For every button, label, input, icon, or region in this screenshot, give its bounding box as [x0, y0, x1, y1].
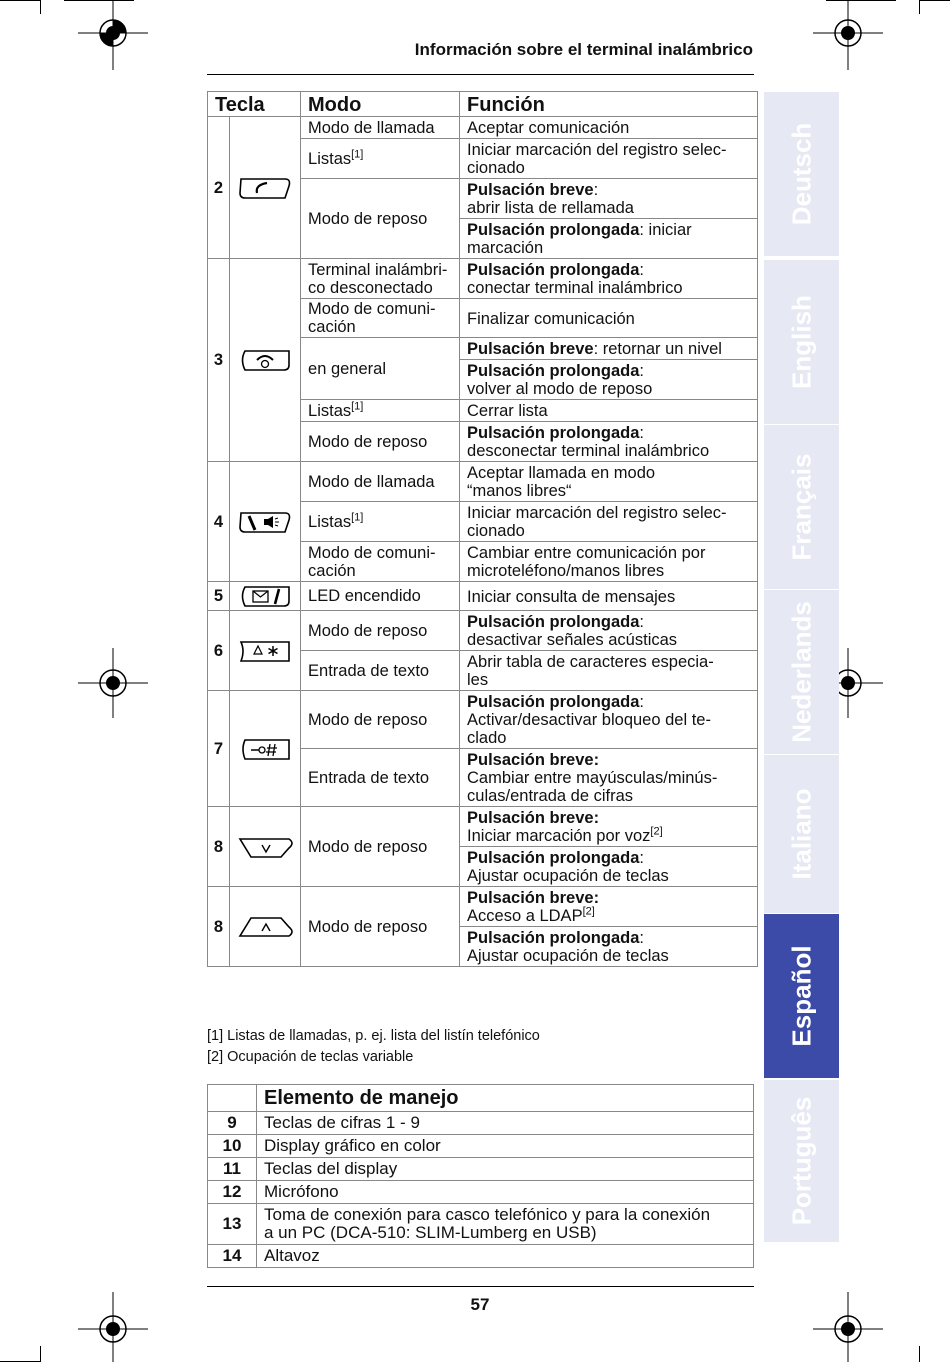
function-text: : desconectar terminal inalámbrico [467, 424, 710, 460]
mode-text: Modo de reposo [308, 209, 428, 228]
element-description: Toma de conexión para casco telefónico y para la conexión a un PC (DCA-510: SLIM-Lumberg en USB) [257, 1204, 754, 1245]
down-key-icon [237, 833, 293, 861]
handsfree-key-icon [237, 508, 293, 536]
function-text: Cerrar lista [467, 402, 548, 420]
function-text: Iniciar marcación del registro selec- cionado [467, 504, 727, 540]
hash-key-icon [237, 735, 293, 763]
table-row [208, 1181, 754, 1204]
function-emphasis: Pulsación prolongada [467, 221, 640, 239]
element-description: Micrófono [257, 1181, 754, 1204]
mode-cell [301, 651, 460, 691]
table-row [208, 1158, 754, 1181]
control-elements-table [207, 1084, 754, 1268]
table-row [208, 259, 758, 299]
function-text: : desactivar señales acústicas [467, 613, 678, 649]
function-cell [460, 651, 758, 691]
function-cell [460, 542, 758, 582]
function-text: : volver al modo de reposo [467, 362, 653, 398]
key-icon-cell [230, 611, 301, 691]
key-number: 2 [208, 117, 230, 259]
function-text: : Activar/desactivar bloqueo del te- clado [467, 693, 711, 747]
function-cell [460, 582, 758, 611]
registration-mark-icon [78, 648, 148, 718]
element-number: 14 [208, 1245, 257, 1268]
footnote-1: [1] Listas de llamadas, p. ej. lista del listín telefónico [207, 1028, 540, 1044]
lang-tab-label: Italiano [786, 788, 816, 880]
lang-tab-label: English [786, 295, 816, 389]
element-description: Teclas del display [257, 1158, 754, 1181]
footnote-ref: [1] [351, 511, 364, 523]
mode-text: Modo de reposo [308, 837, 428, 856]
up-key-icon [237, 913, 293, 941]
lang-tab-nederlands[interactable] [764, 590, 839, 754]
function-text: Iniciar marcación del registro selec- cionado [467, 141, 727, 177]
footnote-ref: [2] [582, 905, 595, 918]
function-emphasis: Pulsación breve: [467, 751, 600, 769]
key-icon-cell [230, 691, 301, 807]
lang-tab-label: Deutsch [786, 122, 816, 226]
element-description: Display gráfico en color [257, 1135, 754, 1158]
lang-tab-espanol[interactable] [764, 914, 839, 1078]
function-cell [460, 338, 758, 360]
footer-rule [207, 1286, 754, 1287]
mode-cell [301, 338, 460, 400]
key-icon-cell [230, 259, 301, 462]
mode-text: Modo de reposo [308, 917, 428, 936]
function-text: Cambiar entre mayúsculas/minús- culas/entrada de cifras [467, 769, 718, 805]
crop-mark [40, 1346, 41, 1362]
table-row [208, 582, 758, 611]
mode-cell [301, 400, 460, 422]
function-text: : retornar un nivel [593, 340, 722, 358]
footnote-2: [2] Ocupación de teclas variable [207, 1049, 414, 1065]
function-cell [460, 611, 758, 651]
mode-text: Entrada de texto [308, 661, 430, 680]
function-cell [460, 400, 758, 422]
function-cell [460, 299, 758, 338]
key-icon-cell [230, 582, 301, 611]
mode-cell [301, 887, 460, 967]
column-header-empty [208, 1085, 257, 1112]
crop-mark [919, 0, 920, 14]
page-header-title: Información sobre el terminal inalámbrico [414, 40, 753, 59]
star-key-icon [237, 637, 293, 665]
key-number: 3 [208, 259, 230, 462]
mode-cell [301, 179, 460, 259]
column-header-function: Función [460, 92, 758, 117]
function-cell [460, 462, 758, 502]
function-text: Iniciar consulta de mensajes [467, 587, 676, 606]
function-emphasis: Pulsación prolongada [467, 693, 640, 711]
mode-cell [301, 117, 460, 139]
key-number: 5 [208, 582, 230, 611]
element-description: Altavoz [257, 1245, 754, 1268]
function-text: Finalizar comunicación [467, 309, 635, 328]
function-text: : conectar terminal inalámbrico [467, 261, 683, 297]
lang-tab-label: Português [786, 1096, 816, 1226]
function-emphasis: Pulsación breve [467, 340, 594, 358]
crop-mark [40, 0, 41, 14]
column-header-mode: Modo [301, 92, 460, 117]
lang-tab-label: Español [786, 945, 816, 1047]
function-cell [460, 847, 758, 887]
mode-text: Modo de llamada [308, 472, 435, 491]
function-emphasis: Pulsación prolongada [467, 261, 640, 279]
mode-cell [301, 542, 460, 582]
lang-tab-portugues[interactable] [764, 1080, 839, 1242]
function-cell [460, 749, 758, 807]
footnote-ref: [1] [351, 148, 364, 160]
table-row [208, 462, 758, 502]
mode-cell [301, 807, 460, 887]
mode-cell [301, 691, 460, 749]
function-emphasis: Pulsación prolongada [467, 929, 640, 947]
function-emphasis: Pulsación prolongada [467, 424, 640, 442]
lang-tab-label: Nederlands [786, 601, 816, 743]
mode-text: Modo de llamada [308, 118, 435, 137]
mode-cell [301, 299, 460, 338]
function-text: : Ajustar ocupación de teclas [467, 929, 669, 965]
mode-text: Listas [308, 512, 352, 531]
function-emphasis: Pulsación breve [467, 181, 594, 199]
mode-cell [301, 749, 460, 807]
mode-text: Entrada de texto [308, 768, 430, 787]
element-number: 10 [208, 1135, 257, 1158]
lang-tab-francais[interactable] [764, 425, 839, 589]
element-number: 12 [208, 1181, 257, 1204]
mode-cell [301, 462, 460, 502]
key-number: 4 [208, 462, 230, 582]
function-cell [460, 360, 758, 400]
column-header-element: Elemento de manejo [257, 1085, 754, 1112]
function-emphasis: Pulsación prolongada [467, 613, 640, 631]
table-row [208, 1112, 754, 1135]
function-text: Aceptar llamada en modo “manos libres“ [467, 464, 656, 500]
function-text: : Ajustar ocupación de teclas [467, 849, 669, 885]
crop-mark [920, 0, 950, 1]
mode-cell [301, 259, 460, 299]
key-icon-cell [230, 887, 301, 967]
function-emphasis: Pulsación prolongada [467, 849, 640, 867]
key-icon-cell [230, 462, 301, 582]
mode-cell [301, 422, 460, 462]
function-cell [460, 219, 758, 259]
function-cell [460, 807, 758, 847]
table-header-row [208, 92, 758, 117]
key-number: 6 [208, 611, 230, 691]
function-text: Acceso a LDAP [467, 907, 583, 925]
table-row [208, 1135, 754, 1158]
function-text: Iniciar marcación por voz [467, 827, 651, 845]
mode-text: Modo de comuni- cación [308, 300, 436, 336]
key-number: 8 [208, 807, 230, 887]
function-cell [460, 179, 758, 219]
element-description: Teclas de cifras 1 - 9 [257, 1112, 754, 1135]
function-emphasis: Pulsación prolongada [467, 362, 640, 380]
key-function-table [207, 91, 758, 967]
function-text: : iniciar marcación [467, 221, 692, 257]
function-cell [460, 927, 758, 967]
header-rule [207, 74, 754, 75]
function-cell [460, 887, 758, 927]
function-emphasis: Pulsación breve: [467, 809, 600, 827]
registration-mark-icon [78, 0, 148, 70]
crop-mark [919, 1346, 920, 1362]
page-number: 57 [470, 1295, 490, 1314]
function-cell [460, 502, 758, 542]
lang-tab-english[interactable] [764, 260, 839, 424]
crop-mark [0, 0, 40, 1]
function-cell [460, 259, 758, 299]
table-row [208, 1245, 754, 1268]
registration-mark-icon [813, 0, 883, 70]
call-key-icon [237, 174, 293, 202]
function-cell [460, 691, 758, 749]
function-text: Aceptar comunicación [467, 119, 630, 137]
function-emphasis: Pulsación breve: [467, 889, 600, 907]
function-text: : abrir lista de rellamada [467, 181, 634, 217]
function-cell [460, 139, 758, 179]
mode-text: LED encendido [308, 587, 421, 605]
mode-cell [301, 611, 460, 651]
mode-text: Modo de comuni- cación [308, 543, 436, 580]
mode-text: Modo de reposo [308, 621, 428, 640]
function-cell [460, 117, 758, 139]
mode-text: Listas [308, 149, 352, 168]
lang-tab-deutsch[interactable] [764, 92, 839, 256]
table-row [208, 807, 758, 847]
table-header-row [208, 1085, 754, 1112]
mode-text: en general [308, 359, 386, 378]
key-number: 7 [208, 691, 230, 807]
element-number: 11 [208, 1158, 257, 1181]
table-row [208, 611, 758, 651]
function-text: Abrir tabla de caracteres especia- les [467, 653, 714, 689]
table-row [208, 117, 758, 139]
lang-tab-italiano[interactable] [764, 755, 839, 913]
element-number: 9 [208, 1112, 257, 1135]
column-header-key: Tecla [208, 92, 301, 117]
message-key-icon [237, 582, 293, 610]
function-text: Cambiar entre comunicación por microteléfono/manos libres [467, 544, 706, 580]
mode-cell [301, 139, 460, 179]
end-call-key-icon [237, 346, 293, 374]
key-number: 8 [208, 887, 230, 967]
footnote-ref: [1] [351, 400, 364, 412]
key-icon-cell [230, 117, 301, 259]
mode-text: Terminal inalámbri- co desconectado [308, 260, 448, 297]
mode-cell [301, 582, 460, 611]
mode-cell [301, 502, 460, 542]
key-icon-cell [230, 807, 301, 887]
table-row [208, 691, 758, 749]
table-row [208, 887, 758, 927]
lang-tab-label: Français [786, 453, 816, 561]
footnote-ref: [2] [650, 825, 663, 838]
function-cell [460, 422, 758, 462]
mode-text: Modo de reposo [308, 710, 428, 729]
table-row [208, 1204, 754, 1245]
mode-text: Modo de reposo [308, 432, 428, 451]
mode-text: Listas [308, 401, 352, 420]
element-number: 13 [208, 1204, 257, 1245]
